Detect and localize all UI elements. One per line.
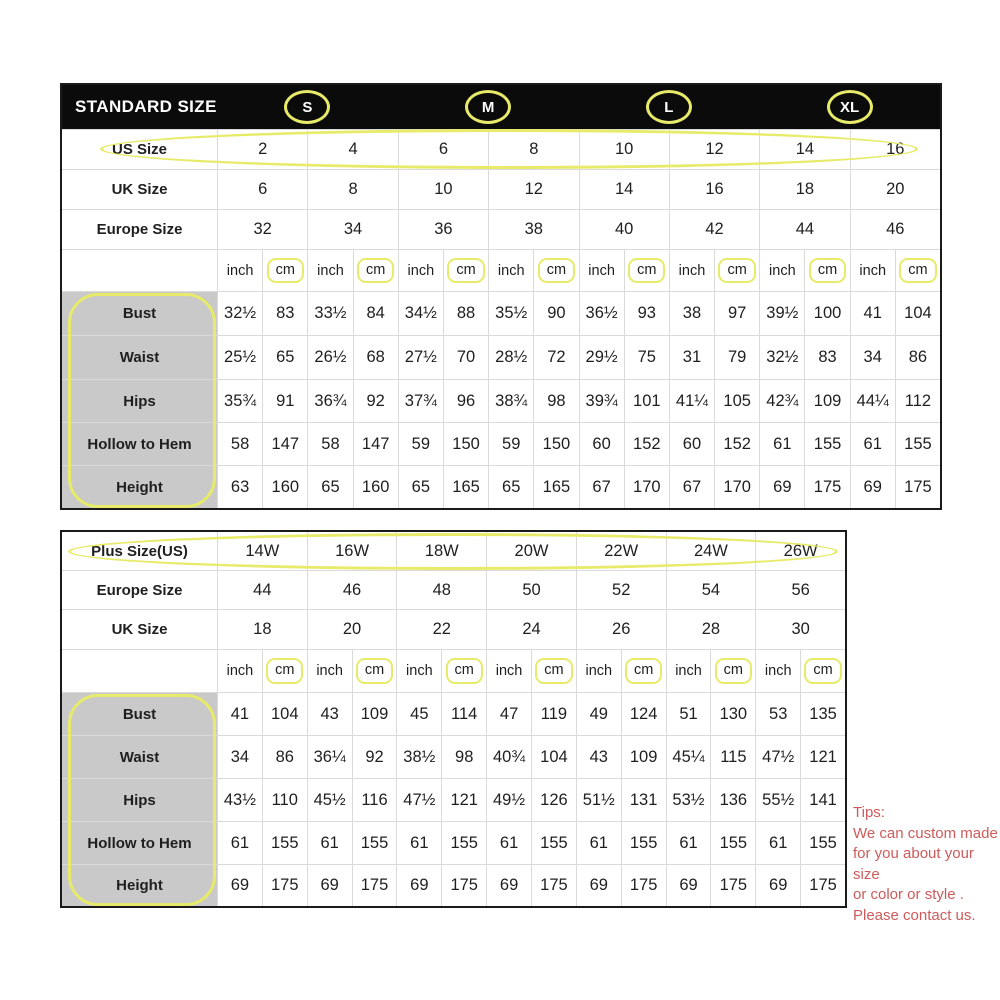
measure-value: 175 — [263, 865, 307, 906]
measure-value: 69 — [397, 865, 441, 906]
unit-cm-cell — [263, 250, 307, 291]
tips-line: or color or style . — [853, 886, 964, 903]
measure-value: 67 — [670, 466, 714, 508]
measure-value: 38½ — [397, 736, 441, 778]
measure-value: 51½ — [577, 779, 621, 821]
unit-cm-cell — [625, 250, 669, 291]
measure-value: 98 — [534, 380, 578, 422]
size-value: 26W — [756, 532, 845, 570]
measure-value: 152 — [715, 423, 759, 465]
measure-value: 34 — [218, 736, 262, 778]
unit-cm-highlight: cm — [356, 658, 393, 684]
measure-value: 49½ — [487, 779, 531, 821]
measure-value: 45 — [397, 693, 441, 735]
unit-inch-label: inch — [489, 250, 533, 291]
measure-value: 43 — [577, 736, 621, 778]
unit-inch-label: inch — [670, 250, 714, 291]
measure-value: 65 — [263, 336, 307, 379]
standard-size-table — [60, 83, 942, 510]
unit-cm-cell — [353, 650, 397, 692]
standard-size-header-bar — [62, 85, 940, 129]
size-group-l — [579, 90, 760, 124]
measure-value: 93 — [625, 292, 669, 335]
measure-value: 175 — [622, 865, 666, 906]
size-row-label: Europe Size — [62, 210, 217, 249]
tips-line: Tips: — [853, 804, 885, 821]
measure-value: 32½ — [760, 336, 804, 379]
measure-value: 41 — [218, 693, 262, 735]
measure-value: 175 — [353, 865, 397, 906]
unit-cm-cell — [622, 650, 666, 692]
measure-value: 67 — [580, 466, 624, 508]
size-value: 46 — [851, 210, 940, 249]
unit-cm-highlight: cm — [535, 658, 572, 684]
size-value: 30 — [756, 610, 845, 649]
size-value: 32 — [218, 210, 307, 249]
measure-value: 65 — [399, 466, 443, 508]
measure-value: 114 — [442, 693, 486, 735]
size-value: 10 — [580, 130, 669, 169]
unit-cm-cell — [354, 250, 398, 291]
size-value: 36 — [399, 210, 488, 249]
size-value: 34 — [308, 210, 397, 249]
unit-inch-label: inch — [487, 650, 531, 692]
size-row-label: Plus Size(US) — [62, 532, 217, 570]
tips-line: We can custom made — [853, 824, 998, 842]
size-value: 16 — [670, 170, 759, 209]
measure-value: 119 — [532, 693, 576, 735]
measure-value: 150 — [534, 423, 578, 465]
unit-row-label — [62, 650, 217, 692]
measure-value: 175 — [805, 466, 849, 508]
measure-value: 72 — [534, 336, 578, 379]
measure-value: 160 — [263, 466, 307, 508]
size-value: 44 — [760, 210, 849, 249]
measure-value: 88 — [444, 292, 488, 335]
measure-value: 104 — [532, 736, 576, 778]
measure-value: 92 — [354, 380, 398, 422]
size-value: 28 — [667, 610, 756, 649]
size-value: 40 — [580, 210, 669, 249]
unit-cm-cell — [715, 250, 759, 291]
unit-cm-cell — [444, 250, 488, 291]
measure-value: 47 — [487, 693, 531, 735]
measure-value: 115 — [711, 736, 755, 778]
measure-value: 26½ — [308, 336, 352, 379]
measure-value: 105 — [715, 380, 759, 422]
measure-value: 83 — [805, 336, 849, 379]
measure-value: 43½ — [218, 779, 262, 821]
measure-value: 97 — [715, 292, 759, 335]
measure-value: 61 — [397, 822, 441, 864]
measure-value: 69 — [756, 865, 800, 906]
measure-value: 29½ — [580, 336, 624, 379]
size-value: 12 — [489, 170, 578, 209]
measure-value: 59 — [399, 423, 443, 465]
size-value: 22 — [397, 610, 486, 649]
measure-value: 40¾ — [487, 736, 531, 778]
measure-value: 75 — [625, 336, 669, 379]
measure-value: 100 — [805, 292, 849, 335]
unit-cm-highlight: cm — [446, 658, 483, 684]
size-value: 52 — [577, 571, 666, 609]
size-value: 18W — [397, 532, 486, 570]
measure-value: 44¼ — [851, 380, 895, 422]
unit-inch-label: inch — [397, 650, 441, 692]
measure-value: 104 — [896, 292, 940, 335]
plus-size-table — [60, 530, 847, 908]
measure-value: 65 — [308, 466, 352, 508]
size-value: 8 — [308, 170, 397, 209]
measure-value: 155 — [801, 822, 845, 864]
measure-value: 61 — [487, 822, 531, 864]
custom-made-tips-note — [853, 803, 1000, 926]
measure-row-label: Waist — [62, 336, 217, 379]
size-value: 18 — [760, 170, 849, 209]
size-value: 26 — [577, 610, 666, 649]
unit-cm-highlight: cm — [267, 258, 304, 284]
size-value: 20 — [851, 170, 940, 209]
measure-value: 65 — [489, 466, 533, 508]
size-value: 2 — [218, 130, 307, 169]
unit-cm-highlight: cm — [357, 258, 394, 284]
size-value: 6 — [399, 130, 488, 169]
measure-row-label: Hips — [62, 380, 217, 422]
measure-value: 109 — [805, 380, 849, 422]
size-value: 20W — [487, 532, 576, 570]
unit-inch-label: inch — [577, 650, 621, 692]
size-row-label: UK Size — [62, 170, 217, 209]
measure-value: 69 — [218, 865, 262, 906]
measure-value: 112 — [896, 380, 940, 422]
unit-row-label — [62, 250, 217, 291]
measure-value: 38 — [670, 292, 714, 335]
measure-value: 36¼ — [308, 736, 352, 778]
size-value: 16 — [851, 130, 940, 169]
measure-value: 155 — [622, 822, 666, 864]
measure-value: 79 — [715, 336, 759, 379]
measure-row-label: Hollow to Hem — [62, 423, 217, 465]
size-value: 4 — [308, 130, 397, 169]
measure-value: 160 — [354, 466, 398, 508]
table-title: STANDARD SIZE — [75, 97, 217, 116]
measure-row-label: Bust — [62, 292, 217, 335]
unit-cm-highlight: cm — [625, 658, 662, 684]
unit-inch-label: inch — [218, 650, 262, 692]
measure-value: 175 — [801, 865, 845, 906]
tips-line: for you about your size — [853, 845, 974, 883]
size-value: 24W — [667, 532, 756, 570]
measure-value: 41 — [851, 292, 895, 335]
measure-value: 43 — [308, 693, 352, 735]
measure-value: 47½ — [397, 779, 441, 821]
measure-value: 28½ — [489, 336, 533, 379]
size-value: 12 — [670, 130, 759, 169]
measure-value: 58 — [308, 423, 352, 465]
measure-value: 150 — [444, 423, 488, 465]
measure-value: 155 — [805, 423, 849, 465]
unit-cm-cell — [711, 650, 755, 692]
measure-value: 69 — [760, 466, 804, 508]
measure-value: 109 — [622, 736, 666, 778]
size-value: 50 — [487, 571, 576, 609]
measure-value: 60 — [670, 423, 714, 465]
measure-value: 36¾ — [308, 380, 352, 422]
unit-inch-label: inch — [580, 250, 624, 291]
measure-value: 60 — [580, 423, 624, 465]
unit-inch-label: inch — [308, 250, 352, 291]
unit-inch-label: inch — [399, 250, 443, 291]
measure-value: 59 — [489, 423, 533, 465]
measure-row-label: Bust — [62, 693, 217, 735]
measure-value: 69 — [851, 466, 895, 508]
measure-value: 69 — [667, 865, 711, 906]
measure-value: 34 — [851, 336, 895, 379]
unit-cm-highlight: cm — [718, 258, 755, 284]
measure-value: 86 — [263, 736, 307, 778]
measure-value: 61 — [218, 822, 262, 864]
measure-value: 155 — [711, 822, 755, 864]
measure-row-label: Height — [62, 466, 217, 508]
size-group-s — [217, 90, 398, 124]
size-value: 8 — [489, 130, 578, 169]
measure-value: 61 — [308, 822, 352, 864]
measure-value: 58 — [218, 423, 262, 465]
unit-inch-label: inch — [218, 250, 262, 291]
measure-value: 61 — [760, 423, 804, 465]
measure-value: 170 — [625, 466, 669, 508]
measure-value: 96 — [444, 380, 488, 422]
unit-cm-highlight: cm — [538, 258, 575, 284]
measure-value: 86 — [896, 336, 940, 379]
measure-value: 63 — [218, 466, 262, 508]
unit-cm-highlight: cm — [804, 658, 841, 684]
size-group-xl — [759, 90, 940, 124]
measure-value: 31 — [670, 336, 714, 379]
measure-value: 45½ — [308, 779, 352, 821]
measure-row-label: Waist — [62, 736, 217, 778]
measure-value: 61 — [667, 822, 711, 864]
unit-cm-highlight: cm — [266, 658, 303, 684]
measure-value: 147 — [263, 423, 307, 465]
measure-value: 38¾ — [489, 380, 533, 422]
measure-value: 47½ — [756, 736, 800, 778]
measure-value: 91 — [263, 380, 307, 422]
unit-inch-label: inch — [760, 250, 804, 291]
measure-row-label: Hollow to Hem — [62, 822, 217, 864]
measure-value: 68 — [354, 336, 398, 379]
size-value: 38 — [489, 210, 578, 249]
tips-line: Please contact us. — [853, 906, 976, 924]
measure-value: 155 — [532, 822, 576, 864]
measure-value: 51 — [667, 693, 711, 735]
measure-value: 35½ — [489, 292, 533, 335]
unit-cm-cell — [534, 250, 578, 291]
measure-value: 37¾ — [399, 380, 443, 422]
measure-value: 126 — [532, 779, 576, 821]
unit-inch-label: inch — [667, 650, 711, 692]
measure-value: 175 — [442, 865, 486, 906]
measure-value: 45¼ — [667, 736, 711, 778]
measure-value: 165 — [444, 466, 488, 508]
size-value: 14W — [218, 532, 307, 570]
measure-value: 124 — [622, 693, 666, 735]
measure-value: 61 — [756, 822, 800, 864]
unit-inch-label: inch — [756, 650, 800, 692]
measure-value: 27½ — [399, 336, 443, 379]
unit-cm-cell — [896, 250, 940, 291]
measure-value: 92 — [353, 736, 397, 778]
size-value: 24 — [487, 610, 576, 649]
measure-value: 116 — [353, 779, 397, 821]
measure-value: 61 — [577, 822, 621, 864]
measure-value: 39½ — [760, 292, 804, 335]
measure-value: 98 — [442, 736, 486, 778]
measure-value: 84 — [354, 292, 398, 335]
measure-value: 165 — [534, 466, 578, 508]
unit-cm-highlight: cm — [447, 258, 484, 284]
measure-value: 175 — [532, 865, 576, 906]
unit-cm-cell — [263, 650, 307, 692]
unit-inch-label: inch — [308, 650, 352, 692]
measure-value: 136 — [711, 779, 755, 821]
measure-value: 155 — [263, 822, 307, 864]
size-row-label: Europe Size — [62, 571, 217, 609]
unit-inch-label: inch — [851, 250, 895, 291]
unit-cm-highlight: cm — [809, 258, 846, 284]
measure-value: 55½ — [756, 779, 800, 821]
measure-value: 110 — [263, 779, 307, 821]
measure-value: 170 — [715, 466, 759, 508]
measure-value: 70 — [444, 336, 488, 379]
measure-value: 36½ — [580, 292, 624, 335]
measure-value: 69 — [577, 865, 621, 906]
unit-cm-highlight: cm — [899, 258, 936, 284]
measure-value: 109 — [353, 693, 397, 735]
unit-cm-cell — [805, 250, 849, 291]
size-row-label: US Size — [62, 130, 217, 169]
unit-cm-highlight: cm — [715, 658, 752, 684]
measure-value: 90 — [534, 292, 578, 335]
size-group-m — [398, 90, 579, 124]
measure-value: 35¾ — [218, 380, 262, 422]
measure-value: 141 — [801, 779, 845, 821]
measure-value: 83 — [263, 292, 307, 335]
unit-cm-cell — [801, 650, 845, 692]
measure-value: 39¾ — [580, 380, 624, 422]
measure-value: 69 — [308, 865, 352, 906]
size-value: 54 — [667, 571, 756, 609]
measure-row-label: Hips — [62, 779, 217, 821]
size-value: 10 — [399, 170, 488, 209]
size-value: 44 — [218, 571, 307, 609]
size-group-badge-m: M — [465, 90, 511, 124]
measure-value: 175 — [711, 865, 755, 906]
measure-value: 175 — [896, 466, 940, 508]
measure-value: 152 — [625, 423, 669, 465]
unit-cm-cell — [532, 650, 576, 692]
size-value: 46 — [308, 571, 397, 609]
measure-value: 121 — [801, 736, 845, 778]
measure-value: 147 — [354, 423, 398, 465]
measure-value: 25½ — [218, 336, 262, 379]
size-value: 18 — [218, 610, 307, 649]
measure-value: 53 — [756, 693, 800, 735]
measure-value: 131 — [622, 779, 666, 821]
measure-value: 104 — [263, 693, 307, 735]
unit-cm-highlight: cm — [628, 258, 665, 284]
size-row-label: UK Size — [62, 610, 217, 649]
size-value: 6 — [218, 170, 307, 209]
measure-value: 121 — [442, 779, 486, 821]
measure-value: 34½ — [399, 292, 443, 335]
measure-value: 155 — [353, 822, 397, 864]
measure-value: 101 — [625, 380, 669, 422]
size-value: 22W — [577, 532, 666, 570]
measure-value: 69 — [487, 865, 531, 906]
measure-value: 53½ — [667, 779, 711, 821]
size-group-badge-s: S — [284, 90, 330, 124]
size-value: 16W — [308, 532, 397, 570]
size-value: 48 — [397, 571, 486, 609]
measure-value: 135 — [801, 693, 845, 735]
size-value: 14 — [760, 130, 849, 169]
size-group-badge-l: L — [646, 90, 692, 124]
measure-value: 130 — [711, 693, 755, 735]
measure-value: 61 — [851, 423, 895, 465]
size-value: 20 — [308, 610, 397, 649]
measure-value: 32½ — [218, 292, 262, 335]
measure-value: 155 — [896, 423, 940, 465]
measure-value: 155 — [442, 822, 486, 864]
size-value: 42 — [670, 210, 759, 249]
size-group-badge-xl: XL — [827, 90, 873, 124]
measure-row-label: Height — [62, 865, 217, 906]
measure-value: 49 — [577, 693, 621, 735]
measure-value: 33½ — [308, 292, 352, 335]
size-value: 56 — [756, 571, 845, 609]
unit-cm-cell — [442, 650, 486, 692]
measure-value: 41¼ — [670, 380, 714, 422]
size-value: 14 — [580, 170, 669, 209]
measure-value: 42¾ — [760, 380, 804, 422]
